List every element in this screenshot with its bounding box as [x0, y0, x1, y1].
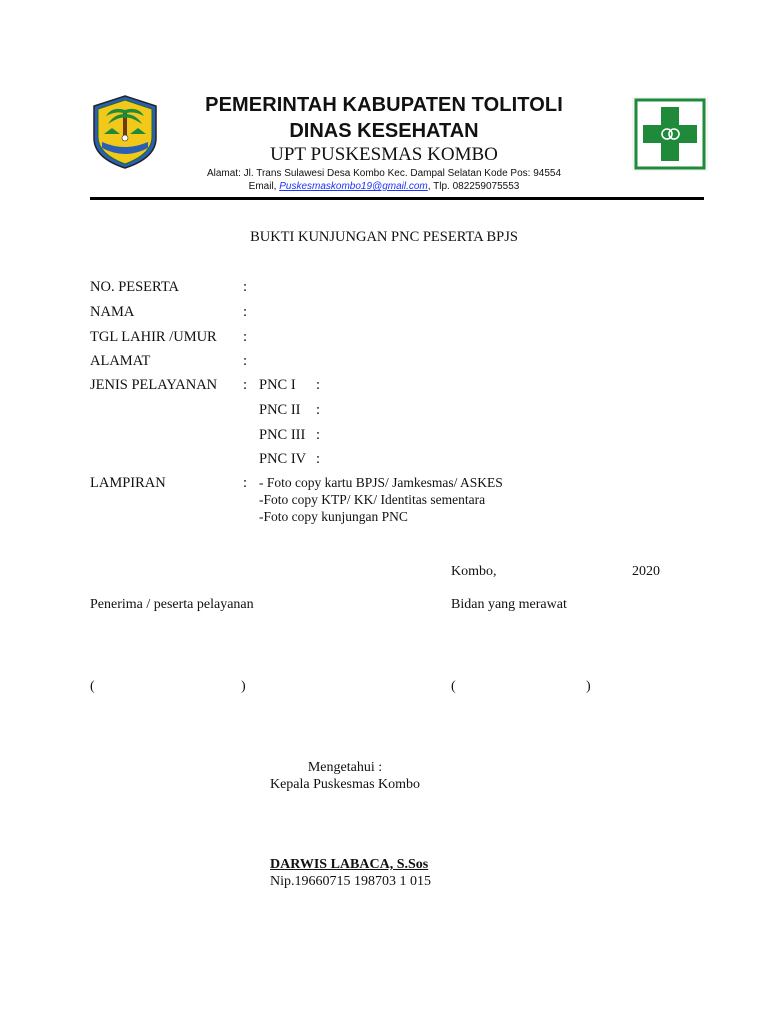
field-colon: : [243, 304, 248, 320]
approval-role: Kepala Puskesmas Kombo [269, 777, 421, 792]
header-contact [0, 181, 768, 192]
field-label-nama: NAMA [90, 304, 135, 320]
field-label-alamat: ALAMAT [90, 353, 151, 369]
field-colon: : [243, 329, 248, 345]
header-address: Alamat: Jl. Trans Sulawesi Desa Kombo Kec. Dampal Selatan Kode Pos: 94554 [206, 168, 562, 179]
pnc-colon: : [316, 377, 321, 393]
field-colon: : [243, 377, 248, 393]
attachment-item-3: -Foto copy kunjungan PNC [259, 509, 408, 524]
field-label-no-peserta: NO. PESERTA [90, 279, 180, 295]
header-government-name: PEMERINTAH KABUPATEN TOLITOLI [205, 94, 563, 116]
pnc-label-2: PNC II [259, 402, 301, 418]
field-label-jenis-pelayanan: JENIS PELAYANAN [90, 377, 218, 393]
midwife-signature-close-paren: ) [586, 679, 591, 694]
recipient-role-label: Penerima / peserta pelayanan [90, 597, 254, 612]
recipient-signature-close-paren: ) [241, 679, 246, 694]
field-colon: : [243, 475, 248, 491]
approver-name-text: DARWIS LABACA, S.Sos [270, 857, 429, 872]
header-department-name: DINAS KESEHATAN [289, 120, 479, 142]
header-divider [90, 197, 704, 200]
signature-place: Kombo, [451, 564, 497, 579]
email-label: Email, [248, 181, 280, 192]
field-label-tgl-lahir: TGL LAHIR /UMUR [90, 329, 217, 345]
attachment-item-1: - Foto copy kartu BPJS/ Jamkesmas/ ASKES [259, 475, 503, 490]
approval-label: Mengetahui : [307, 760, 383, 775]
approver-nip: Nip.19660715 198703 1 015 [270, 874, 431, 889]
pnc-label-4: PNC IV [259, 451, 307, 467]
attachment-item-2: -Foto copy KTP/ KK/ Identitas sementara [259, 492, 486, 507]
email-link[interactable]: Puskesmaskombo19@gmail.com [279, 181, 428, 192]
signature-year: 2020 [632, 564, 660, 579]
midwife-signature-open-paren: ( [451, 679, 456, 694]
document-title: BUKTI KUNJUNGAN PNC PESERTA BPJS [250, 229, 518, 245]
pnc-colon: : [316, 451, 321, 467]
approver-name [270, 857, 428, 873]
recipient-signature-open-paren: ( [90, 679, 95, 694]
field-label-lampiran: LAMPIRAN [90, 475, 166, 491]
pnc-colon: : [316, 402, 321, 418]
field-colon: : [243, 279, 248, 295]
pnc-label-3: PNC III [259, 427, 306, 443]
pnc-label-1: PNC I [259, 377, 296, 393]
phone-text: , Tlp. 082259075553 [427, 181, 520, 192]
field-colon: : [243, 353, 248, 369]
midwife-role-label: Bidan yang merawat [451, 597, 567, 612]
header-unit-name: UPT PUSKESMAS KOMBO [270, 144, 498, 165]
pnc-colon: : [316, 427, 321, 443]
